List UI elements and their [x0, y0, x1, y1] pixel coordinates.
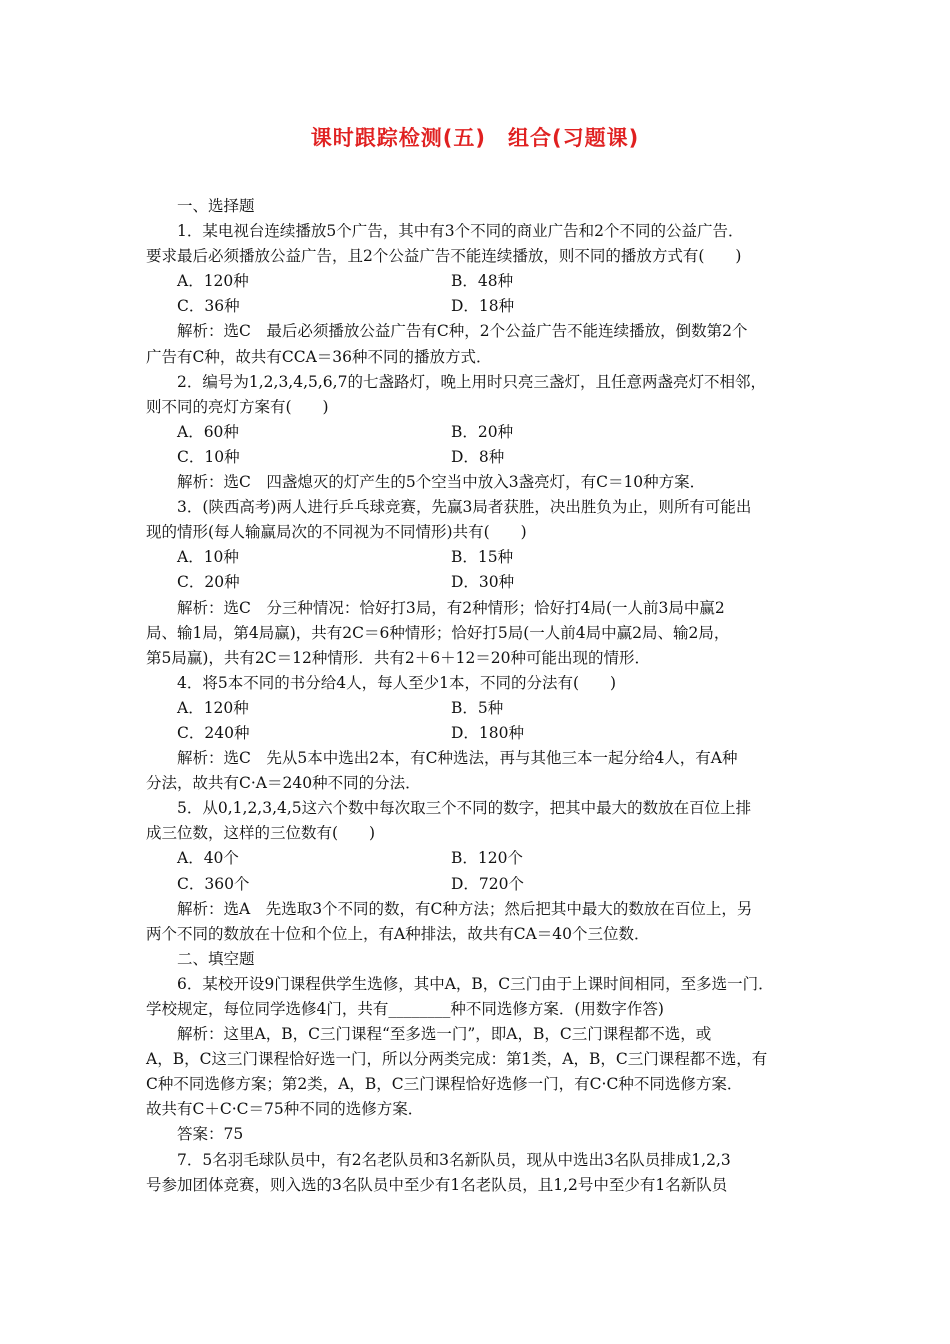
question-4-solution-line-1: 解析：选C 先从5本中选出2本，有C种选法，再与其他三本一起分给4人，有A种 [177, 749, 738, 768]
question-6-line-2: 学校规定，每位同学选修4门，共有________种不同选修方案．(用数字作答) [146, 1000, 664, 1018]
option-c: C．20种 [177, 573, 240, 592]
question-4-solution-line-2: 分法，故共有C·A＝240种不同的分法． [146, 774, 421, 793]
question-3-solution-line-2: 局、输1局，第4局赢)，共有2C＝6种情形；恰好打5局(一人前4局中赢2局、输2局， [146, 623, 730, 642]
option-b: B．48种 [451, 272, 514, 291]
question-2-line-1: 2．编号为1,2,3,4,5,6,7的七盏路灯，晚上用时只亮三盏灯，且任意两盏亮灯不相邻， [177, 372, 766, 391]
document-body [146, 194, 810, 1198]
section-heading-fill: 二、填空题 [177, 949, 255, 968]
option-a: A．120种 [177, 698, 249, 717]
question-5-options-row-2 [146, 872, 810, 897]
question-1-line-1: 1．某电视台连续播放5个广告，其中有3个不同的商业广告和2个不同的公益广告． [177, 222, 744, 241]
option-c: C．240种 [177, 723, 250, 742]
question-3-line-2: 现的情形(每人输赢局次的不同视为不同情形)共有( ) [146, 523, 527, 542]
question-4-options-row-2 [146, 721, 810, 746]
question-1-solution-line-1: 解析：选C 最后必须播放公益广告有C种，2个公益广告不能连续播放，倒数第2个 [177, 322, 748, 341]
question-5-solution-line-2: 两个不同的数放在十位和个位上，有A种排法，故共有CA＝40个三位数． [146, 924, 650, 943]
question-6-solution-line-2: A，B，C这三门课程恰好选一门，所以分两类完成：第1类，A，B，C三门课程都不选，有 [146, 1050, 768, 1069]
option-d: D．18种 [451, 297, 515, 316]
option-d: D．30种 [451, 573, 515, 592]
question-7-line-2: 号参加团体竞赛，则入选的3名队员中至少有1名老队员，且1,2号中至少有1名新队员 [146, 1175, 728, 1194]
option-b: B．120个 [451, 849, 523, 868]
option-a: A．10种 [177, 548, 239, 567]
question-2-line-2: 则不同的亮灯方案有( ) [146, 397, 329, 416]
option-a: A．120种 [177, 272, 249, 291]
option-c: C．36种 [177, 297, 240, 316]
question-1-solution-line-2: 广告有C种，故共有CCA＝36种不同的播放方式． [146, 347, 492, 366]
question-1-options-row-2 [146, 294, 810, 319]
question-1-line-2: 要求最后必须播放公益广告，且2个公益广告不能连续播放，则不同的播放方式有( ) [146, 247, 742, 266]
page-title: 课时跟踪检测(五) 组合(习题课) [310, 126, 640, 150]
question-2-options-row-2 [146, 445, 810, 470]
option-d: D．720个 [451, 874, 525, 893]
option-b: B．5种 [451, 698, 504, 717]
option-b: B．20种 [451, 422, 514, 441]
question-5-line-1: 5．从0,1,2,3,4,5这六个数中每次取三个不同的数字，把其中最大的数放在百位上排 [177, 799, 752, 818]
question-4-options-row-1 [146, 696, 810, 721]
question-4-line-1: 4．将5本不同的书分给4人，每人至少1本，不同的分法有( ) [177, 673, 617, 692]
question-5-options-row-1 [146, 846, 810, 871]
question-3-options-row-1 [146, 545, 810, 570]
option-a: A．60种 [177, 422, 239, 441]
option-b: B．15种 [451, 548, 514, 567]
option-d: D．8种 [451, 447, 505, 466]
question-5-solution-line-1: 解析：选A 先选取3个不同的数，有C种方法；然后把其中最大的数放在百位上，另 [177, 899, 753, 918]
question-6-line-1: 6．某校开设9门课程供学生选修，其中A，B，C三门由于上课时间相同，至多选一门． [177, 974, 774, 993]
question-3-line-1: 3．(陕西高考)两人进行乒乓球竞赛，先赢3局者获胜，决出胜负为止，则所有可能出 [177, 498, 752, 517]
question-2-options-row-1 [146, 420, 810, 445]
question-5-line-2: 成三位数，这样的三位数有( ) [146, 824, 376, 843]
question-6-answer: 答案：75 [177, 1125, 244, 1144]
option-d: D．180种 [451, 723, 525, 742]
question-6-solution-line-4: 故共有C＋C·C＝75种不同的选修方案． [146, 1100, 424, 1119]
option-c: C．10种 [177, 447, 240, 466]
question-3-options-row-2 [146, 570, 810, 595]
question-3-solution-line-3: 第5局赢)，共有2C＝12种情形．共有2＋6＋12＝20种可能出现的情形． [146, 648, 651, 667]
question-1-options-row-1 [146, 269, 810, 294]
question-2-solution-line-1: 解析：选C 四盏熄灭的灯产生的5个空当中放入3盏亮灯，有C＝10种方案． [177, 473, 706, 492]
question-7-line-1: 7．5名羽毛球队员中，有2名老队员和3名新队员，现从中选出3名队员排成1,2,3 [177, 1150, 731, 1169]
question-6-solution-line-1: 解析：这里A，B，C三门课程“至多选一门”，即A，B，C三门课程都不选，或 [177, 1025, 712, 1044]
section-heading-choice: 一、选择题 [177, 197, 255, 215]
option-a: A．40个 [177, 849, 239, 868]
question-6-solution-line-3: C种不同选修方案；第2类，A，B，C三门课程恰好选修一门，有C·C种不同选修方案． [146, 1075, 743, 1094]
option-c: C．360个 [177, 874, 250, 893]
question-3-solution-line-1: 解析：选C 分三种情况：恰好打3局，有2种情形；恰好打4局(一人前3局中赢2 [177, 598, 725, 617]
